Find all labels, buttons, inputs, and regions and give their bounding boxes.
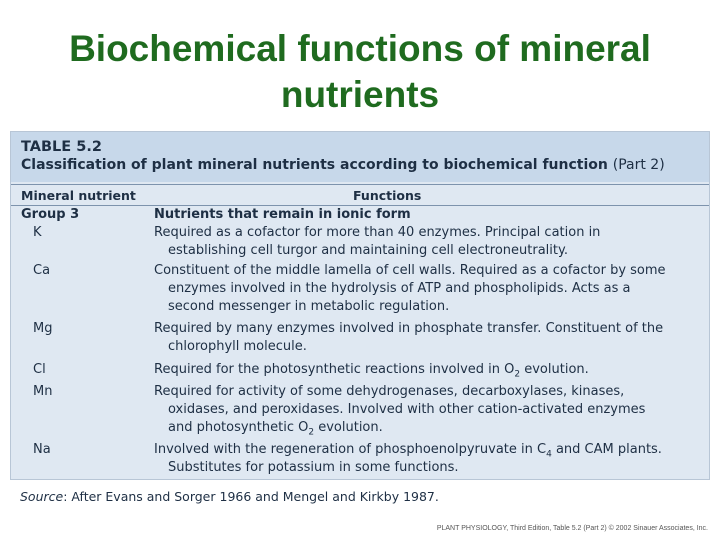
function-line: oxidases, and peroxidases. Involved with other cation-activated enzymes <box>168 402 646 417</box>
table-header <box>11 132 709 182</box>
source-label: Source <box>20 489 64 504</box>
group-name: Group 3 <box>21 207 80 222</box>
function-line: and photosynthetic $O_2$ evolution. <box>168 420 383 438</box>
function-line: Required for the photosynthetic reactions involved in $O_2$ evolution. <box>154 362 589 380</box>
nutrient-function <box>154 262 702 316</box>
function-line: chlorophyll molecule. <box>168 339 307 354</box>
nutrient-symbol: Mg <box>33 321 53 336</box>
function-line: establishing cell turgor and maintaining cell electroneutrality. <box>168 243 568 258</box>
function-line: enzymes involved in the hydrolysis of ATP and phospholipids. Acts as a <box>168 281 631 296</box>
nutrient-function <box>154 441 702 477</box>
copyright-credit: PLANT PHYSIOLOGY, Third Edition, Table 5.2 (Part 2) © 2002 Sinauer Associates, Inc. <box>436 525 708 532</box>
nutrient-symbol: Ca <box>33 263 51 278</box>
nutrient-symbol: Mn <box>33 384 53 399</box>
nutrient-symbol: Na <box>33 442 51 457</box>
function-line: Required as a cofactor for more than 40 enzymes. Principal cation in <box>154 225 601 240</box>
nutrient-function <box>154 361 702 379</box>
table-label: TABLE 5.2 <box>21 139 102 155</box>
table-part: (Part 2) <box>612 157 665 173</box>
nutrient-function <box>154 320 702 356</box>
function-line: Substitutes for potassium in some functions. <box>168 460 459 475</box>
slide-title <box>0 26 720 118</box>
subscript: 2 <box>308 427 315 438</box>
slide-title-text: Biochemical functions of mineral nutrients <box>69 28 651 115</box>
column-header-functions: Functions <box>353 188 422 203</box>
group-description: Nutrients that remain in ionic form <box>154 207 411 222</box>
function-line: Involved with the regeneration of phosphoenolpyruvate in $C_4$ and CAM plants. <box>154 442 662 460</box>
table-caption-text: Classification of plant mineral nutrients according to biochemical function <box>21 157 608 173</box>
subscript: 2 <box>514 369 521 380</box>
column-header-nutrient: Mineral nutrient <box>21 188 136 203</box>
nutrient-function <box>154 383 702 437</box>
nutrient-symbol: Cl <box>33 362 46 377</box>
nutrient-table <box>10 131 710 480</box>
function-line: Constituent of the middle lamella of cell walls. Required as a cofactor by some <box>154 263 666 278</box>
function-line: Required for activity of some dehydrogenases, decarboxylases, kinases, <box>154 384 625 399</box>
source-text: : After Evans and Sorger 1966 and Mengel and Kirkby 1987. <box>63 489 439 504</box>
function-line: Required by many enzymes involved in phosphate transfer. Constituent of the <box>154 321 664 336</box>
nutrient-symbol: K <box>33 225 42 240</box>
table-caption <box>21 157 665 173</box>
table-source <box>20 489 439 504</box>
function-line: second messenger in metabolic regulation. <box>168 299 450 314</box>
table-rule-top <box>11 184 709 185</box>
subscript: 4 <box>546 449 552 460</box>
nutrient-function <box>154 224 702 260</box>
